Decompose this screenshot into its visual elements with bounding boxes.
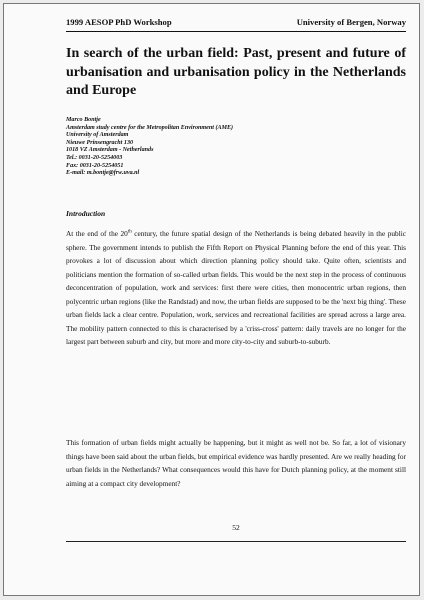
- author-city: 1018 VZ Amsterdam - Netherlands: [66, 147, 154, 154]
- author-block: [66, 117, 406, 178]
- author-fax: Fax: 0031-20-5254051: [66, 162, 124, 169]
- author-tel: Tel.: 0031-20-5254003: [66, 154, 123, 161]
- ordinal-superscript: th: [127, 229, 132, 235]
- author-street: Nieuwe Prinsengracht 130: [66, 139, 134, 146]
- author-affiliation: Amsterdam study centre for the Metropolitan Environment (AME): [66, 124, 234, 131]
- author-university: University of Amsterdam: [66, 132, 129, 139]
- header-university: University of Bergen, Norway: [296, 17, 406, 27]
- paper-title: In search of the urban field: Past, present and future of urbanisation and urbanisation policy in the Netherlands and Europe: [66, 46, 406, 98]
- document-page: [3, 3, 420, 596]
- body-paragraph-2: This formation of urban fields might actually be happening, but it might as well not be. So far, a lot of visionary things have been said about the urban fields, but empirical evidence was hardly presented. Are we really heading for urban fields in the Netherlands? What consequences would this have for Dutch planning policy, at the moment still aiming at a compact city development?: [66, 438, 406, 488]
- body-paragraph-1: [66, 227, 406, 349]
- paragraph-1-start: At the end of the 20: [66, 229, 128, 238]
- author-email: E-mail: m.bontje@frw.uva.nl: [66, 170, 140, 177]
- header-workshop: 1999 AESOP PhD Workshop: [66, 17, 172, 27]
- footer-rule: [66, 541, 406, 542]
- running-header: [66, 17, 406, 32]
- page-number: 52: [232, 523, 240, 532]
- paragraph-1-rest: century, the future spatial design of the Netherlands is being debated heavily in the public sphere. The government intends to publish the Fifth Report on Physical Planning before the end of this year. This provokes a lot of discussion about which direction planning policy should take. Quite often, scientists and politicians mention the formation of so-called urban fields. This would be the next step in the process of continuous deconcentration of population, work and services: first there were cities, then monocentric urban regions, then polycentric urban regions (like the Randstad) and now, the urban fields are supposed to be the 'next big thing'. These urban fields lack a clear centre. Population, work, services and recreational facilities are spread across a large area. The mobility pattern connected to this is characterised by a 'criss-cross' pattern: daily travels are no longer for the largest part between suburb and city, but more and more city-to-city and suburb-to-suburb.: [66, 229, 406, 346]
- author-name: Marco Bontje: [66, 117, 101, 123]
- section-heading: Introduction: [66, 209, 106, 218]
